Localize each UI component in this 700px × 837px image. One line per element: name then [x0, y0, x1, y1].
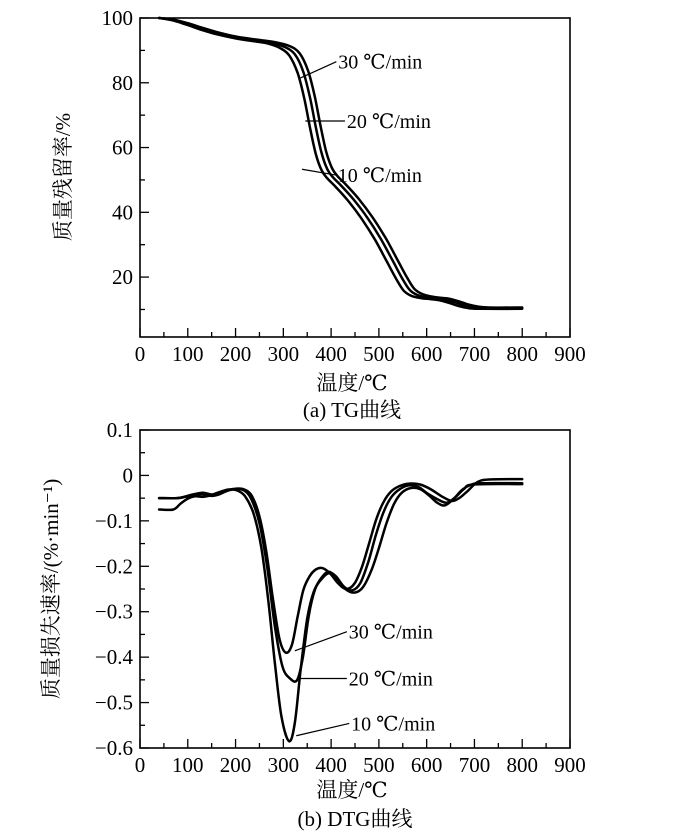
dtg-y-tick-label: −0.5	[94, 690, 133, 715]
dtg-xlabel: 温度/℃	[316, 778, 388, 802]
dtg-series-20-min	[159, 484, 522, 682]
dtg-y-tick-label: −0.3	[94, 599, 133, 624]
tg-x-tick-label: 0	[134, 342, 146, 366]
annotation-leader-line	[302, 169, 336, 175]
dtg-x-tick-label: 600	[410, 753, 443, 777]
dtg-annotation-10-min	[296, 713, 435, 735]
dtg-x-tick-label: 500	[363, 753, 395, 777]
tg-chart	[102, 6, 586, 366]
dtg-y-tick-label: 0	[122, 463, 133, 488]
tg-y-tick-label: 60	[112, 135, 133, 160]
dtg-y-tick-labels	[95, 418, 134, 760]
dtg-series-10-min	[159, 483, 522, 741]
annotation-label: 30 ℃/min	[338, 51, 423, 74]
dtg-series-30-min	[159, 479, 522, 653]
annotation-label: 10 ℃/min	[351, 713, 436, 736]
dtg-y-tick-label: −0.2	[94, 554, 133, 579]
dtg-annotation-30-min	[295, 622, 433, 651]
dtg-y-tick-label: −0.4	[94, 645, 133, 670]
tg-y-tick-labels	[102, 6, 134, 289]
dtg-chart	[95, 418, 586, 777]
tg-x-tick-label: 500	[363, 342, 395, 366]
dtg-y-tick-label: −0.6	[94, 736, 133, 760]
dtg-ylabel: 质量损失速率/(%·min⁻¹)	[39, 478, 63, 700]
annotation-label: 30 ℃/min	[348, 621, 433, 644]
dtg-x-tick-label: 0	[134, 753, 146, 777]
tg-ylabel: 质量残留率/%	[51, 112, 75, 242]
annotation-label: 20 ℃/min	[348, 668, 433, 691]
annotation-leader-line	[296, 723, 349, 735]
tg-x-tick-label: 400	[315, 342, 347, 366]
dtg-x-tick-label: 400	[315, 753, 347, 777]
dtg-y-tick-label: −0.1	[94, 508, 133, 533]
dtg-x-tick-label: 800	[506, 753, 538, 777]
tg-x-tick-label: 300	[267, 342, 300, 366]
annotation-leader-line	[295, 632, 347, 651]
tg-y-tick-label: 80	[112, 70, 133, 95]
dtg-y-tick-label: 0.1	[106, 418, 133, 442]
dtg-x-tick-label: 300	[267, 753, 300, 777]
tg-annotation-30-min	[301, 52, 423, 78]
tg-x-tick-label: 200	[219, 342, 252, 366]
tg-annotation-20-min	[305, 111, 431, 133]
dtg-caption: (b) DTG曲线	[297, 807, 413, 831]
annotation-label: 10 ℃/min	[337, 165, 422, 188]
dtg-x-tick-label: 200	[219, 753, 252, 777]
tg-x-tick-label: 600	[410, 342, 443, 366]
dtg-x-tick-labels	[135, 753, 586, 777]
dtg-x-tick-label: 100	[172, 753, 204, 777]
tg-y-tick-label: 40	[112, 200, 133, 225]
dtg-x-tick-label: 900	[554, 753, 586, 777]
tg-y-tick-label: 20	[112, 265, 133, 290]
tg-x-tick-labels	[135, 342, 586, 366]
tg-x-tick-label: 900	[554, 342, 586, 366]
tg-caption: (a) TG曲线	[302, 398, 402, 422]
tg-xlabel: 温度/℃	[316, 371, 388, 395]
tg-x-tick-label: 100	[172, 342, 204, 366]
dtg-x-tick-label: 700	[458, 753, 491, 777]
tg-x-tick-label: 700	[458, 342, 491, 366]
dtg-annotation-20-min	[300, 668, 433, 690]
tg-y-tick-label: 100	[101, 6, 133, 30]
annotation-label: 20 ℃/min	[346, 110, 431, 133]
tg-x-tick-label: 800	[506, 342, 538, 366]
